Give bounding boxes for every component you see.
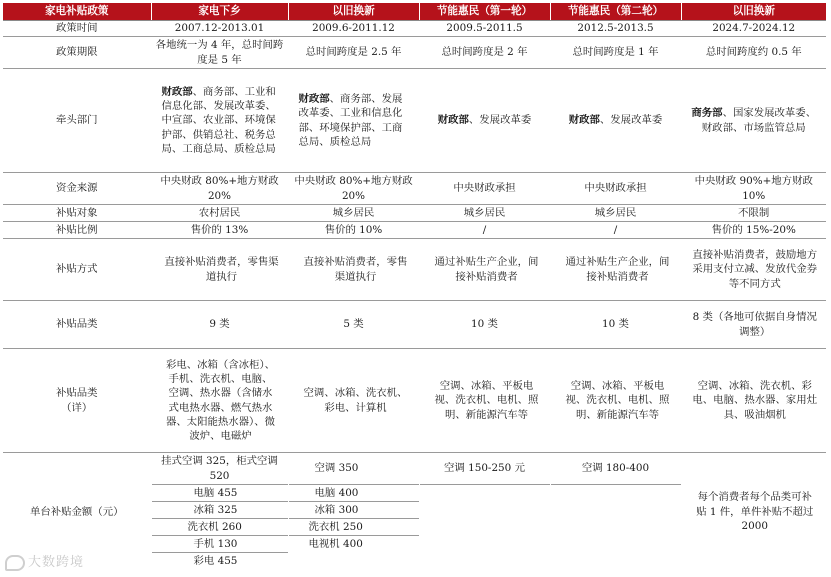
table-cell	[550, 453, 681, 571]
amount-item: 空调 150-250 元	[420, 453, 550, 485]
table-cell: 10 类	[550, 301, 681, 349]
amount-item: 彩电 455	[193, 555, 238, 567]
amount-item: 洗衣机 260	[152, 519, 288, 536]
table-cell: 彩电、冰箱（含冰柜）、手机、洗衣机、电脑、空调、热水器（含储水式电热水器、燃气热水器、太阳能热水器）、微波炉、电磁炉	[151, 349, 288, 453]
table-cell: 直接补贴消费者，鼓励地方采用支付立减、发放代金券等不同方式	[681, 239, 826, 301]
row-label: 牵头部门	[3, 69, 151, 173]
subsidy-policy-table	[3, 3, 826, 571]
table-cell	[681, 69, 826, 173]
amount-item: 洗衣机 250	[289, 519, 419, 536]
table-cell: 售价的 15%-20%	[681, 222, 826, 239]
table-cell: 5 类	[288, 301, 419, 349]
table-cell: 总时间跨度是 1 年	[550, 37, 681, 69]
table-cell: 通过补贴生产企业，间接补贴消费者	[550, 239, 681, 301]
amount-item: 电脑 400	[289, 485, 419, 502]
row-label: 补贴品类	[3, 301, 151, 349]
table-cell	[419, 69, 550, 173]
chat-bubble-icon	[5, 555, 25, 571]
table-row	[3, 21, 826, 37]
table-cell: 城乡居民	[419, 205, 550, 222]
co-depts: 、发展改革委	[599, 114, 663, 127]
row-label: 补贴品类（详）	[3, 349, 151, 453]
table-cell: 2007.12-2013.01	[151, 21, 288, 37]
table-cell: 售价的 10%	[288, 222, 419, 239]
header-cell: 家电补贴政策	[3, 3, 151, 21]
table-row	[3, 173, 826, 205]
table-cell: 8 类（各地可依据自身情况调整）	[681, 301, 826, 349]
table-cell	[419, 453, 550, 571]
table-cell: 2009.6-2011.12	[288, 21, 419, 37]
table-cell: /	[550, 222, 681, 239]
amount-item: 空调 350	[289, 453, 419, 485]
table-cell: 空调、冰箱、平板电视、洗衣机、电机、照明、新能源汽车等	[419, 349, 550, 453]
lead-dept: 财政部	[298, 92, 330, 105]
table-cell	[288, 453, 419, 571]
table-row	[3, 37, 826, 69]
table-cell: 9 类	[151, 301, 288, 349]
row-label: 补贴对象	[3, 205, 151, 222]
table-cell: 直接补贴消费者，零售渠道执行	[151, 239, 288, 301]
table-row	[3, 349, 826, 453]
lead-dept: 财政部	[161, 85, 193, 98]
amount-item: 手机 130	[152, 536, 288, 553]
table-cell	[151, 69, 288, 173]
table-cell: 每个消费者每个品类可补贴 1 件，单件补贴不超过 2000	[681, 453, 826, 571]
table-cell: 总时间跨度是 2 年	[419, 37, 550, 69]
co-depts: 、商务部、工业和信息化部、发展改革委、中宣部、农业部、环境保护部、供销总社、税务总局、工商总局、质检总局	[161, 85, 276, 155]
table-cell: 直接补贴消费者，零售渠道执行	[288, 239, 419, 301]
row-label: 政策时间	[3, 21, 151, 37]
table-cell: 城乡居民	[550, 205, 681, 222]
watermark	[5, 551, 84, 571]
table-cell: 空调、冰箱、洗衣机、彩电、电脑、热水器、家用灶具、吸油烟机	[681, 349, 826, 453]
table-row	[3, 453, 826, 571]
header-cell: 节能惠民（第二轮）	[550, 3, 681, 21]
table-cell: 2009.5-2011.5	[419, 21, 550, 37]
table-row	[3, 239, 826, 301]
table-row	[3, 301, 826, 349]
co-depts: 、国家发展改革委、财政部、市场监管总局	[701, 107, 817, 134]
amount-item: 空调 180-400	[551, 453, 681, 485]
amount-item: 冰箱 325	[152, 502, 288, 519]
header-cell: 以旧换新	[288, 3, 419, 21]
table-cell: 中央财政 80%+地方财政 20%	[288, 173, 419, 205]
header-cell: 家电下乡	[151, 3, 288, 21]
header-row	[3, 3, 826, 21]
lead-dept: 商务部	[691, 107, 723, 120]
table-cell: 总时间跨度约 0.5 年	[681, 37, 826, 69]
watermark-text: 大数跨境	[28, 555, 85, 570]
table-cell: 空调、冰箱、平板电视、洗衣机、电机、照明、新能源汽车等	[550, 349, 681, 453]
table-cell: 2012.5-2013.5	[550, 21, 681, 37]
table-cell: /	[419, 222, 550, 239]
amount-item: 电脑 455	[152, 485, 288, 502]
table-cell: 通过补贴生产企业，间接补贴消费者	[419, 239, 550, 301]
row-label: 补贴方式	[3, 239, 151, 301]
amount-item: 冰箱 300	[289, 502, 419, 519]
table-cell: 中央财政 90%+地方财政 10%	[681, 173, 826, 205]
table-cell: 总时间跨度是 2.5 年	[288, 37, 419, 69]
table-cell: 空调、冰箱、洗衣机、彩电、计算机	[288, 349, 419, 453]
lead-dept: 财政部	[568, 114, 600, 127]
row-label: 补贴比例	[3, 222, 151, 239]
co-depts: 、发展改革委	[468, 114, 532, 127]
table-cell: 农村居民	[151, 205, 288, 222]
table-cell: 中央财政承担	[419, 173, 550, 205]
co-depts: 、商务部、发展改革委、工业和信息化部、环境保护部、工商总局、质检总局	[298, 92, 403, 148]
table-cell: 不限制	[681, 205, 826, 222]
header-cell: 节能惠民（第一轮）	[419, 3, 550, 21]
table-row	[3, 69, 826, 173]
lead-dept: 财政部	[437, 114, 469, 127]
table-cell	[550, 69, 681, 173]
table-cell	[151, 453, 288, 571]
table-cell: 10 类	[419, 301, 550, 349]
table-cell: 中央财政承担	[550, 173, 681, 205]
table-row	[3, 222, 826, 239]
row-label: 政策期限	[3, 37, 151, 69]
amount-item: 电视机 400	[308, 538, 363, 550]
header-cell: 以旧换新	[681, 3, 826, 21]
table-cell: 各地统一为 4 年，总时间跨度是 5 年	[151, 37, 288, 69]
table-cell: 售价的 13%	[151, 222, 288, 239]
row-label: 单台补贴金额（元）	[29, 505, 124, 518]
table-cell: 城乡居民	[288, 205, 419, 222]
table-cell: 中央财政 80%+地方财政 20%	[151, 173, 288, 205]
table-cell: 2024.7-2024.12	[681, 21, 826, 37]
table-cell	[288, 69, 419, 173]
row-label: 资金来源	[3, 173, 151, 205]
table-row	[3, 205, 826, 222]
amount-item: 挂式空调 325，柜式空调 520	[152, 453, 288, 485]
